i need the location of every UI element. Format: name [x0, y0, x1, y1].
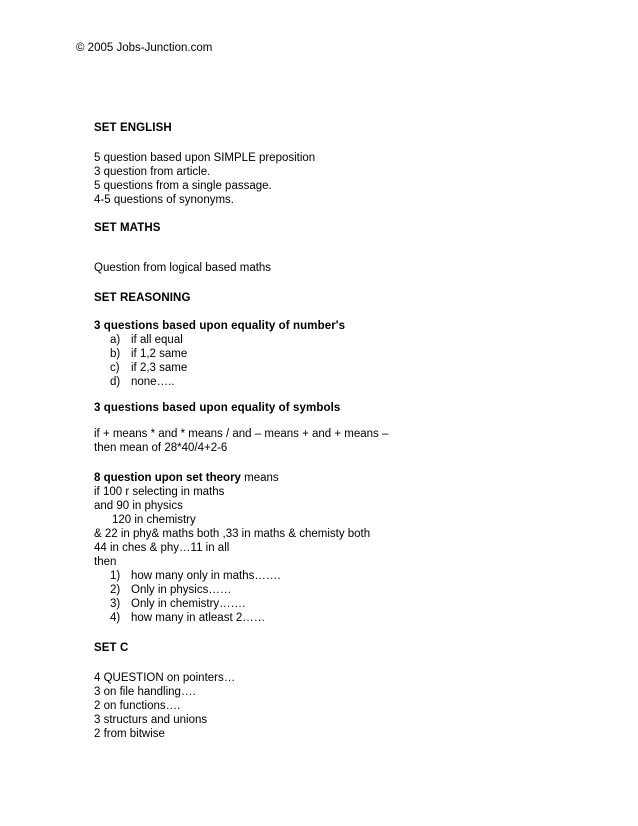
copyright-notice: © 2005 Jobs-Junction.com — [76, 42, 213, 54]
reasoning-q3-line: if 100 r selecting in maths — [94, 486, 225, 498]
reasoning-q3-list — [94, 569, 594, 625]
list-item: d) none….. — [110, 376, 175, 388]
list-item: a) if all equal — [110, 334, 183, 346]
reasoning-q2-title: 3 questions based upon equality of symbols — [94, 402, 341, 414]
setc-line: 3 on file handling…. — [94, 686, 196, 698]
setc-line: 3 structurs and unions — [94, 714, 208, 726]
document-body — [94, 121, 594, 741]
english-section-title: SET ENGLISH — [94, 122, 172, 134]
maths-section-title: SET MATHS — [94, 222, 161, 234]
list-item: 2) Only in physics…… — [110, 584, 232, 596]
reasoning-q3-line: and 90 in physics — [94, 500, 183, 512]
list-item: 1) how many only in maths……. — [110, 570, 281, 582]
english-line: 5 questions from a single passage. — [94, 180, 272, 192]
setc-line: 4 QUESTION on pointers… — [94, 672, 236, 684]
reasoning-q2-line: if + means * and * means / and – means + and + means – — [94, 428, 389, 440]
list-item: b) if 1,2 same — [110, 348, 188, 360]
setc-line: 2 from bitwise — [94, 728, 165, 740]
setc-line: 2 on functions…. — [94, 700, 181, 712]
reasoning-q1-title: 3 questions based upon equality of number's — [94, 320, 346, 332]
reasoning-section-title: SET REASONING — [94, 292, 191, 304]
reasoning-q3-line: 44 in ches & phy…11 in all — [94, 542, 230, 554]
setc-section-title: SET C — [94, 642, 129, 654]
english-line: 5 question based upon SIMPLE preposition — [94, 152, 316, 164]
list-item: 3) Only in chemistry……. — [110, 598, 246, 610]
list-item: 4) how many in atleast 2…… — [110, 612, 266, 624]
english-line: 4-5 questions of synonyms. — [94, 194, 234, 206]
reasoning-q3-line: 120 in chemistry — [112, 514, 196, 526]
reasoning-q1-list — [94, 333, 594, 389]
reasoning-q3-line: & 22 in phy& maths both ,33 in maths & chemisty both — [94, 528, 371, 540]
reasoning-q3-title: 8 question upon set theory means — [94, 472, 279, 484]
maths-line: Question from logical based maths — [94, 262, 272, 274]
reasoning-q3-line: then — [94, 556, 117, 568]
english-line: 3 question from article. — [94, 166, 211, 178]
reasoning-q2-line: then mean of 28*40/4+2-6 — [94, 442, 228, 454]
list-item: c) if 2,3 same — [110, 362, 188, 374]
